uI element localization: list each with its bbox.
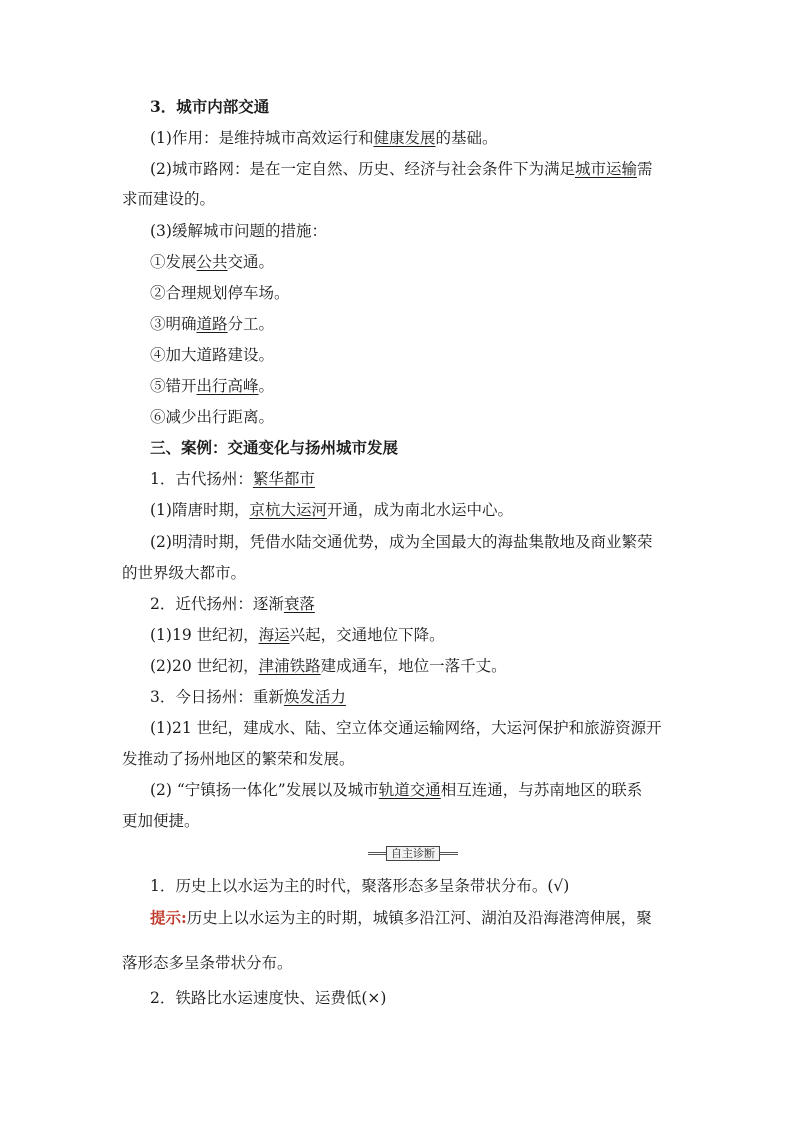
- case-today-1: (1)21 世纪，建成水、陆、空立体交通运输网络，大运河保护和旅游资源开: [150, 719, 662, 737]
- measure-item-1: ①发展公共交通。: [150, 253, 275, 271]
- banner-rule-left: [368, 852, 386, 855]
- case-today-title: 3．今日扬州：重新焕发活力: [150, 688, 346, 706]
- case-ancient-2-cont: 的世界级大都市。: [122, 564, 247, 582]
- measure-item-4: ④加大道路建设。: [150, 346, 275, 364]
- case-modern-title: 2．近代扬州：逐渐衰落: [150, 595, 315, 613]
- case-today-1-cont: 发推动了扬州地区的繁荣和发展。: [122, 750, 355, 768]
- section-title-urban-transport: 3．城市内部交通: [150, 97, 270, 116]
- measure-item-6: ⑥减少出行距离。: [150, 408, 275, 426]
- case-today-2-cont: 更加便捷。: [122, 812, 200, 830]
- self-diagnosis-banner: [368, 845, 458, 861]
- hint-paragraph: 提示:历史上以水运为主的时期，城镇多沿江河、湖泊及沿海港湾伸展，聚: [150, 908, 652, 927]
- measure-item-3: ③明确道路分工。: [150, 315, 275, 333]
- case-modern-2: (2)20 世纪初，津浦铁路建成通车，地位一落千丈。: [150, 657, 507, 675]
- self-diagnosis-badge: 自主诊断: [386, 846, 440, 861]
- case-ancient-2: (2)明清时期，凭借水陆交通优势，成为全国最大的海盐集散地及商业繁荣: [150, 533, 653, 551]
- paragraph-measures-title: (3)缓解城市问题的措施：: [150, 222, 327, 240]
- banner-rule-right: [440, 852, 458, 855]
- hint-label: 提示:: [150, 908, 187, 927]
- case-today-2: (2) “宁镇扬一体化”发展以及城市轨道交通相互连通，与苏南地区的联系: [150, 781, 643, 799]
- question-1: 1．历史上以水运为主的时代，聚落形态多呈条带状分布。(√): [150, 877, 570, 895]
- question-2: 2．铁路比水运速度快、运费低(×): [150, 989, 387, 1007]
- case-title: 三、案例：交通变化与扬州城市发展: [150, 438, 399, 457]
- paragraph-road-network-cont: 求而建设的。: [122, 190, 216, 208]
- hint-paragraph-cont: 落形态多呈条带状分布。: [122, 954, 293, 972]
- measure-item-2: ②合理规划停车场。: [150, 284, 290, 302]
- case-modern-1: (1)19 世纪初，海运兴起，交通地位下降。: [150, 626, 445, 644]
- case-ancient-title: 1．古代扬州：繁华都市: [150, 470, 315, 488]
- paragraph-function: (1)作用：是维持城市高效运行和健康发展的基础。: [150, 129, 498, 147]
- case-ancient-1: (1)隋唐时期，京杭大运河开通，成为南北水运中心。: [150, 501, 513, 519]
- paragraph-road-network: (2)城市路网：是在一定自然、历史、经济与社会条件下为满足城市运输需: [150, 160, 653, 178]
- measure-item-5: ⑤错开出行高峰。: [150, 377, 275, 395]
